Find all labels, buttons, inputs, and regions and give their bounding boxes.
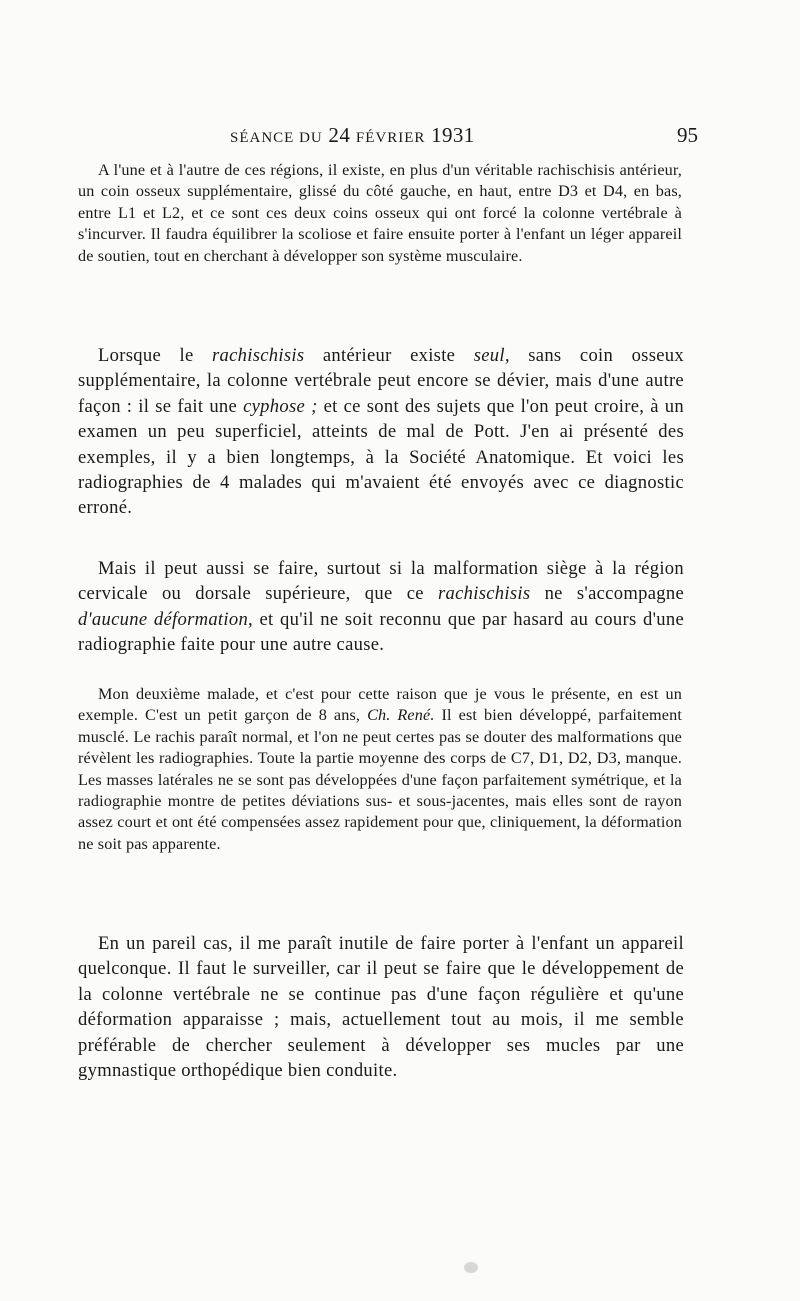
title-year: 1931 — [431, 123, 475, 147]
page-number: 95 — [677, 123, 698, 147]
paper-stain — [464, 1262, 478, 1273]
paragraph-second-patient — [78, 684, 682, 855]
paragraph-conclusion: En un pareil cas, il me paraît inutile de faire porter à l'enfant un appareil quelconque. Il faut le surveiller, car il peut se faire que le développement de la colonne vertébrale ne se continue pas d'une façon régulière et qu'une déformation apparaisse ; mais, actuellement tout au mois, il me semble préférable de chercher seulement à développer ses mucles par une gymnastique orthopédique bien conduite. — [78, 933, 684, 1082]
p3-text-1: Mais il peut aussi se faire, surtout si la malformation siège à la région cervicale ou dorsale supérieure, que ce — [78, 558, 684, 605]
p2-italic-seul: seul, — [473, 345, 510, 366]
title-month: FÉVRIER — [355, 130, 426, 146]
p3-text-3: et qu'il ne soit reconnu que par hasard au cours d'une radiographie faite pour une autre cause. — [78, 608, 685, 656]
p2-text-4: et ce sont des sujets que l'on peut croire, à un examen un peu superficiel, atteints de mal de Pott. J'en ai présenté des exemples, il y a bien longtemps, à la Société Anatomique. Et voici les radiographies de 4 malades qui m'avaient été envoyés avec ce diagnostic erroné. — [78, 395, 684, 519]
p2-italic-rachischisis: rachischisis — [211, 345, 305, 366]
p2-text-1: Lorsque le — [98, 345, 212, 366]
p3-italic-rachischisis: rachischisis — [437, 583, 531, 605]
title-day: 24 — [328, 123, 351, 147]
title-prefix: SÉANCE DU — [230, 130, 323, 146]
paragraph-cyphose — [78, 343, 684, 521]
p2-text-3: sans coin osseux supplémentaire, la colonne vertébrale peut encore se dévier, mais d'une autre façon : il se fait une — [78, 345, 684, 417]
p3-text-2: ne s'accompagne — [530, 583, 684, 605]
p3-italic-deformation: d'aucune déformation, — [78, 608, 254, 630]
paragraph-cervical — [78, 556, 684, 658]
p2-text-2: antérieur existe — [304, 345, 474, 366]
p4-text-1: Mon deuxième malade, et c'est pour cette raison que je vous le présente, en est un exemple. C'est un petit garçon de 8 ans, — [78, 685, 682, 725]
p4-text-2: Il est bien développé, parfaitement musclé. Le rachis paraît normal, et l'on ne peut certes pas se douter des malformations que révèlent les radiographies. Toute la partie moyenne des corps de C7, D1, D2, D3, manque. Les masses latérales ne se sont pas développées d'une façon parfaitement symétrique, et la radiographie montre de petites déviations sus- et sous-jacentes, mais elles sont de rayon assez court et ont été compensées assez rapidement pour que, cliniquement, la déformation ne soit pas apparente. — [78, 706, 683, 853]
paragraph-scoliosis: A l'une et à l'autre de ces régions, il existe, en plus d'un véritable rachischisis antérieur, un coin osseux supplémentaire, glissé du côté gauche, en haut, entre D3 et D4, en bas, entre L1 et L2, et ce sont ces deux coins osseux qui ont forcé la colonne vertébrale à s'incurver. Il faudra équilibrer la scoliose et faire ensuite porter à l'enfant un léger appareil de soutien, tout en cherchant à développer son système musculaire. — [78, 161, 682, 265]
running-title — [230, 123, 475, 148]
p2-italic-cyphose: cyphose ; — [243, 395, 318, 417]
p4-italic-patient-name: Ch. René. — [367, 706, 435, 725]
running-head — [78, 123, 698, 153]
